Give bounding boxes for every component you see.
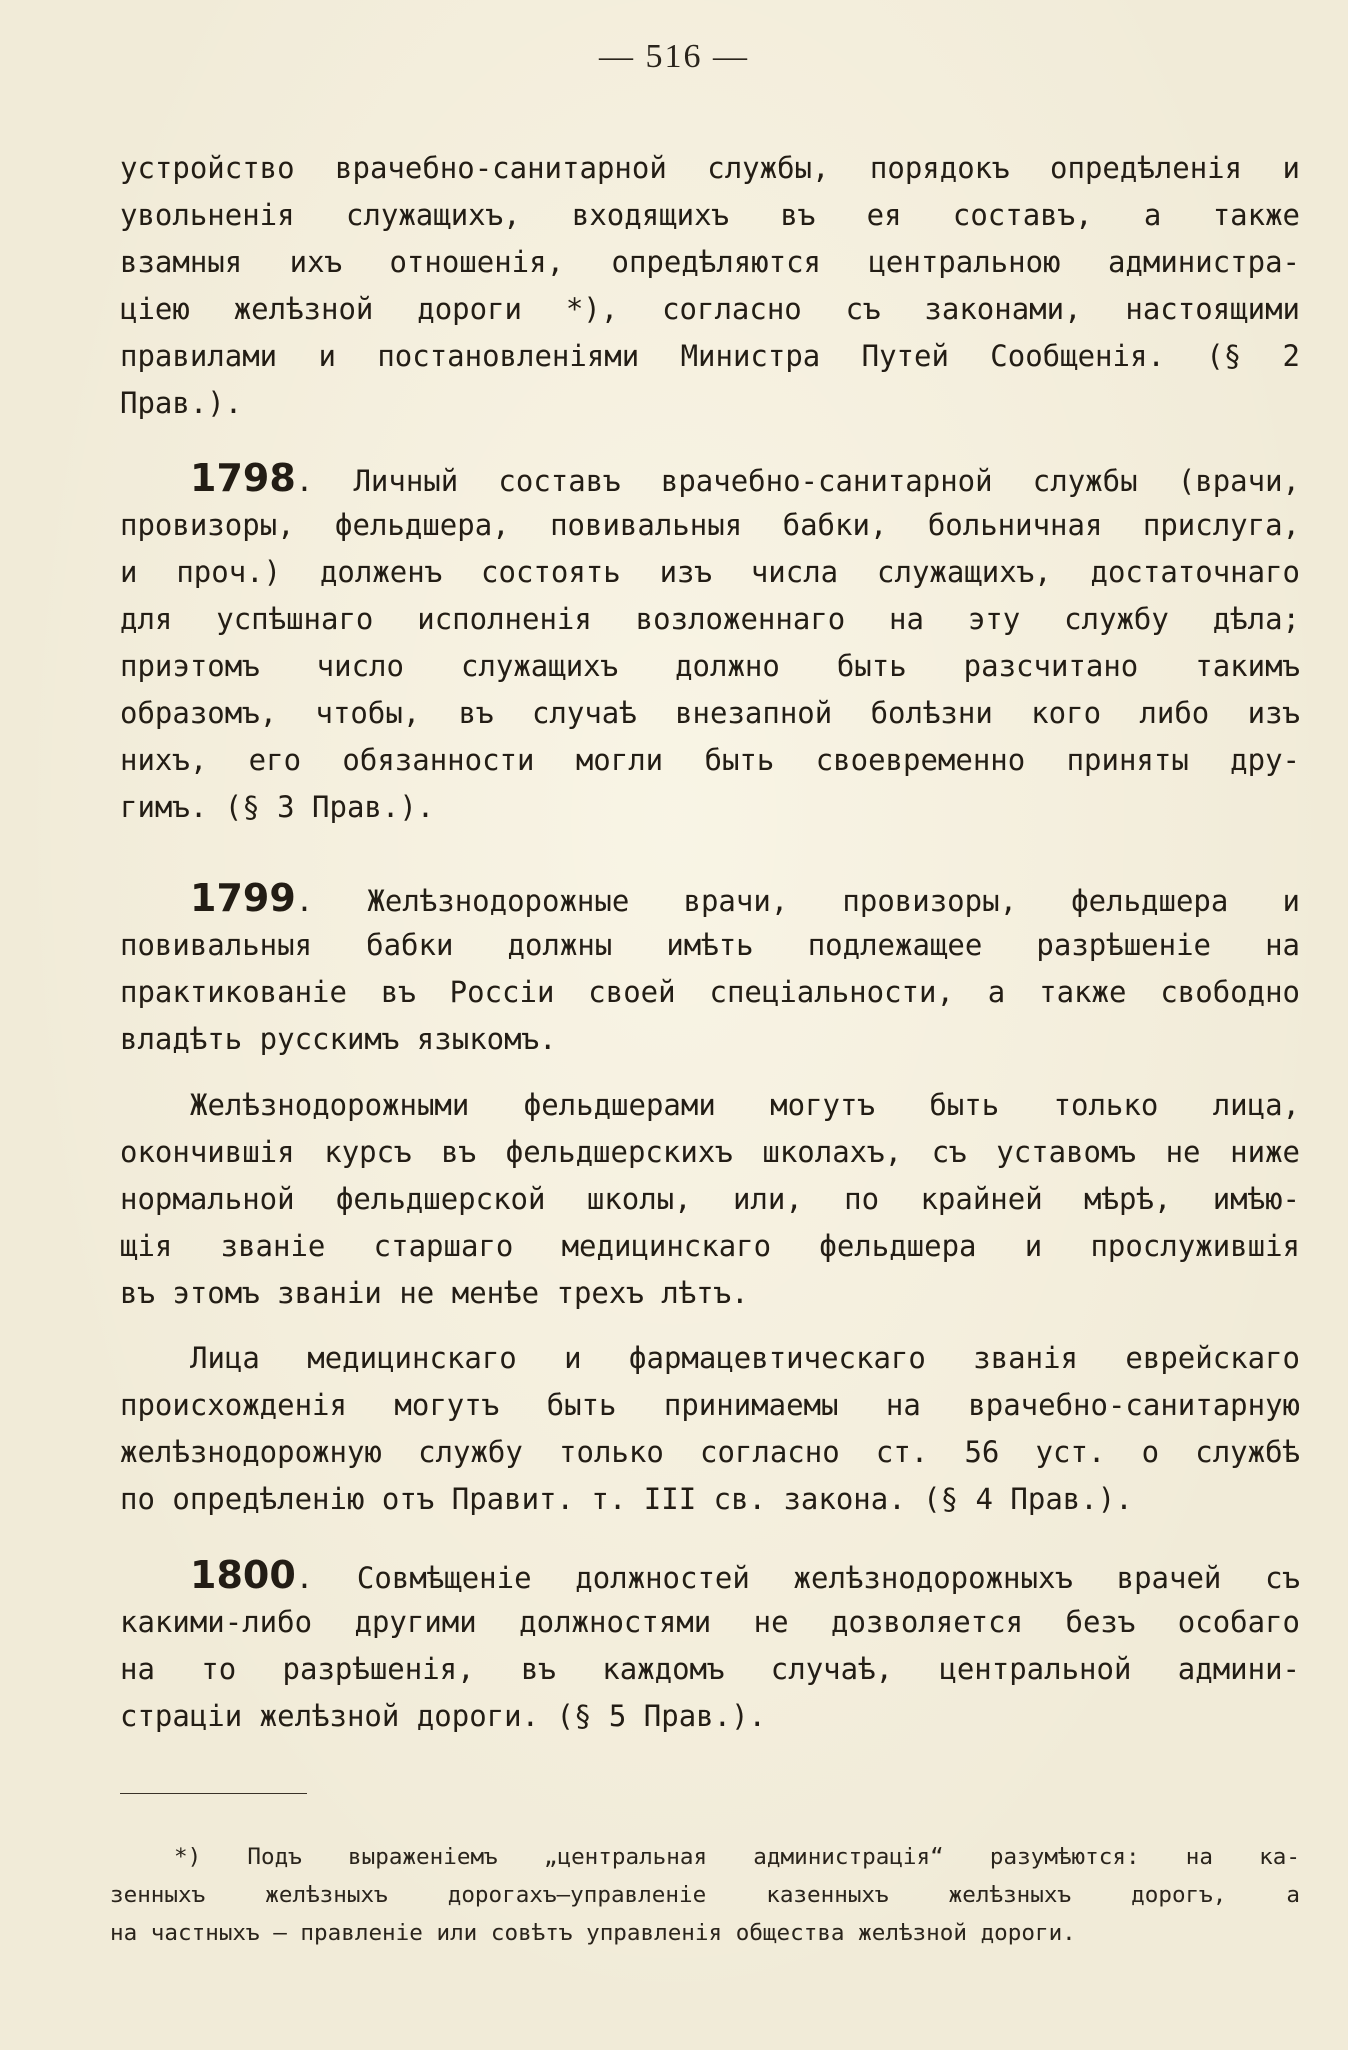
text-line: нормальной фельдшерской школы, или, по крайней мѣрѣ, имѣю-: [120, 1182, 1300, 1216]
text-line: и проч.) долженъ состоять изъ числа служащихъ, достаточнаго: [120, 555, 1300, 589]
paragraph-feldshers: [120, 1082, 1300, 1317]
text-line: въ этомъ званіи не менѣе трехъ лѣтъ.: [120, 1276, 749, 1310]
text-line: приэтомъ число служащихъ должно быть разсчитано такимъ: [120, 649, 1300, 683]
article-1798: [120, 455, 1300, 831]
article-number: 1798: [190, 456, 296, 500]
paragraph-continuation: [120, 145, 1300, 427]
text-line: происхожденія могутъ быть принимаемы на врачебно-санитарную: [120, 1388, 1300, 1422]
text-line: владѣть русскимъ языкомъ.: [120, 1022, 557, 1056]
footnote-line: *) Подъ выраженіемъ „центральная администрація“ разумѣются: на ка-: [174, 1844, 1300, 1870]
text-line: желѣзнодорожную службу только согласно ст. 56 уст. о службѣ: [120, 1435, 1300, 1469]
text-line: ціею желѣзной дороги *), согласно съ законами, настоящими: [120, 292, 1300, 326]
article-number: 1799: [190, 876, 296, 920]
article-1800: [120, 1552, 1300, 1740]
text-line: окончившія курсъ въ фельдшерскихъ школахъ, съ уставомъ не ниже: [120, 1135, 1300, 1169]
text-line: по опредѣленію отъ Правит. т. III св. закона. (§ 4 Прав.).: [120, 1482, 1133, 1516]
text-line: . Желѣзнодорожные врачи, провизоры, фельдшера и: [295, 884, 1300, 918]
text-line: . Личный составъ врачебно-санитарной службы (врачи,: [295, 464, 1300, 498]
text-line: страціи желѣзной дороги. (§ 5 Прав.).: [120, 1699, 767, 1733]
footnote: [110, 1838, 1300, 1952]
text-line: взамныя ихъ отношенія, опредѣляются центральною администра-: [120, 245, 1300, 279]
article-first-line: [120, 455, 1300, 502]
text-line: повивальныя бабки должны имѣть подлежащее разрѣшеніе на: [120, 928, 1300, 962]
text-line: Прав.).: [120, 386, 243, 420]
text-line: устройство врачебно-санитарной службы, порядокъ опредѣленія и: [120, 151, 1300, 185]
text-line: Желѣзнодорожными фельдшерами могутъ быть только лица,: [190, 1088, 1300, 1122]
text-line: практикованіе въ Россіи своей спеціальности, а также свободно: [120, 975, 1300, 1009]
text-line: правилами и постановленіями Министра Путей Сообщенія. (§ 2: [120, 339, 1300, 373]
text-line: увольненія служащихъ, входящихъ въ ея составъ, а также: [120, 198, 1300, 232]
text-line: Лица медицинскаго и фармацевтическаго званія еврейскаго: [190, 1341, 1300, 1375]
page-number: — 516 —: [599, 38, 749, 75]
article-first-line: [120, 875, 1300, 922]
text-line: на то разрѣшенія, въ каждомъ случаѣ, центральной админи-: [120, 1652, 1300, 1686]
article-number: 1800: [190, 1553, 296, 1597]
text-line: для успѣшнаго исполненія возложеннаго на эту службу дѣла;: [120, 602, 1300, 636]
text-line: щія званіе старшаго медицинскаго фельдшера и прослужившія: [120, 1229, 1300, 1263]
paragraph-origin: [120, 1335, 1300, 1523]
text-line: образомъ, чтобы, въ случаѣ внезапной болѣзни кого либо изъ: [120, 696, 1300, 730]
text-line: . Совмѣщеніе должностей желѣзнодорожныхъ врачей съ: [295, 1561, 1300, 1595]
text-line: какими-либо другими должностями не дозволяется безъ особаго: [120, 1605, 1300, 1639]
footnote-line: на частныхъ – правленіе или совѣтъ управленія общества желѣзной дороги.: [110, 1920, 1076, 1946]
article-first-line: [120, 1552, 1300, 1599]
footnote-divider: [120, 1793, 307, 1794]
article-1799: [120, 875, 1300, 1063]
footnote-line: зенныхъ желѣзныхъ дорогахъ—управленіе казенныхъ желѣзныхъ дорогъ, а: [110, 1882, 1300, 1908]
text-line: гимъ. (§ 3 Прав.).: [120, 790, 435, 824]
text-line: провизоры, фельдшера, повивальныя бабки, больничная прислуга,: [120, 508, 1300, 542]
text-line: нихъ, его обязанности могли быть своевременно приняты дру-: [120, 743, 1300, 777]
